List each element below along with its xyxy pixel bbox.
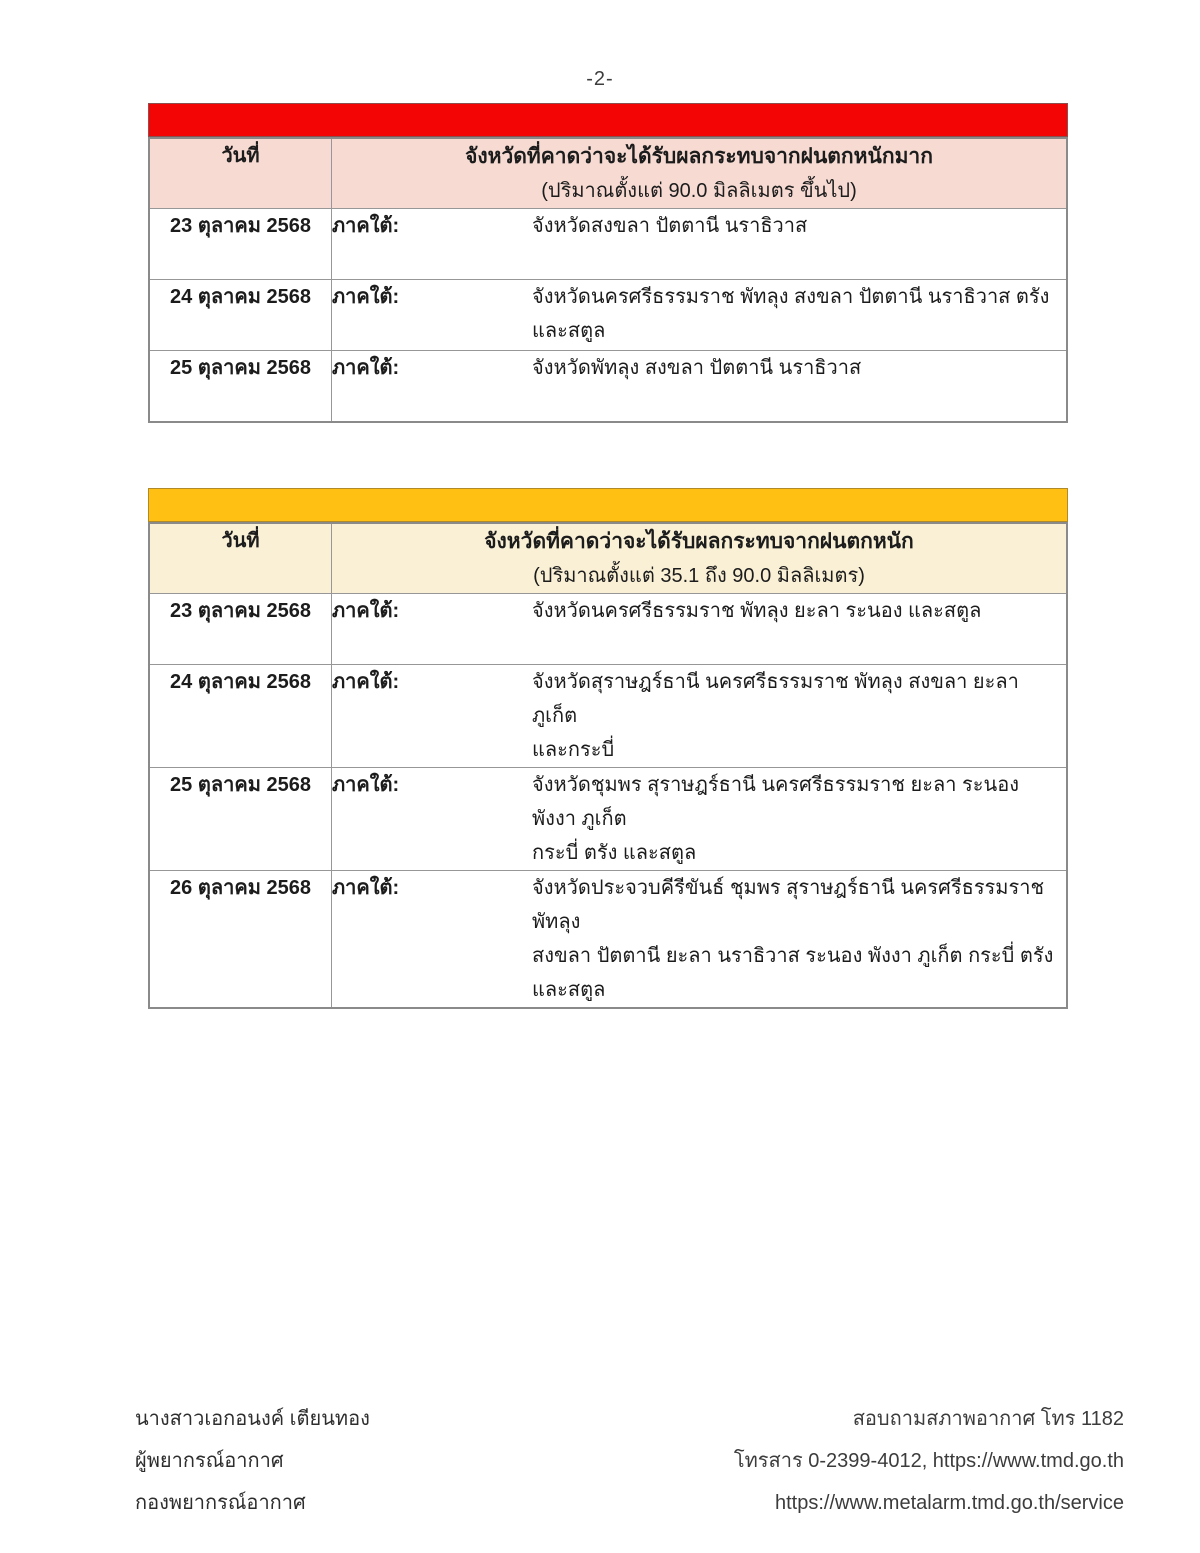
province-list [532, 594, 1066, 628]
province-list [532, 665, 1066, 767]
province-line: จังหวัดสุราษฎร์ธานี นครศรีธรรมราช พัทลุง สงขลา ยะลา ภูเก็ต [532, 671, 1019, 727]
very-heavy-rain-table-section [148, 103, 1068, 423]
heavy-rain-table-section [148, 488, 1068, 1009]
table-row [149, 209, 1067, 280]
table-row [149, 871, 1067, 1009]
table-title: จังหวัดที่คาดว่าจะได้รับผลกระทบจากฝนตกหนัก [484, 530, 914, 553]
date-column-header: วันที่ [149, 138, 332, 209]
province-line: จังหวัดนครศรีธรรมราช พัทลุง ยะลา ระนอง และสตูล [532, 600, 982, 622]
provinces-cell [332, 665, 1068, 768]
region-label: ภาคใต้: [332, 215, 400, 237]
province-line: และกระบี่ [532, 739, 615, 761]
fax-and-website: โทรสาร 0-2399-4012, https://www.tmd.go.th [733, 1450, 1124, 1472]
forecaster-title: ผู้พยากรณ์อากาศ [135, 1450, 284, 1472]
provinces-cell [332, 209, 1068, 280]
region-label: ภาคใต้: [332, 286, 400, 308]
province-line: จังหวัดประจวบคีรีขันธ์ ชุมพร สุราษฎร์ธานี นครศรีธรรมราช พัทลุง [532, 877, 1045, 933]
province-line: จังหวัดนครศรีธรรมราช พัทลุง สงขลา ปัตตานี นราธิวาส ตรัง และสตูล [532, 286, 1050, 342]
forecaster-name: นางสาวเอกอนงค์ เตียนทอง [135, 1408, 370, 1430]
region-label: ภาคใต้: [332, 357, 400, 379]
region-label: ภาคใต้: [332, 774, 400, 796]
page-number: -2- [586, 68, 614, 90]
provinces-cell [332, 768, 1068, 871]
province-line: จังหวัดพัทลุง สงขลา ปัตตานี นราธิวาส [532, 357, 862, 379]
weather-hotline: สอบถามสภาพอากาศ โทร 1182 [852, 1408, 1124, 1430]
heavy-rain-table [148, 522, 1068, 1009]
date-cell: 23 ตุลาคม 2568 [149, 209, 332, 280]
province-line: จังหวัดชุมพร สุราษฎร์ธานี นครศรีธรรมราช ยะลา ระนอง พังงา ภูเก็ต [532, 774, 1019, 830]
province-list [532, 351, 1066, 385]
date-column-header: วันที่ [149, 523, 332, 594]
province-line: จังหวัดสงขลา ปัตตานี นราธิวาส [532, 215, 808, 237]
region-label: ภาคใต้: [332, 671, 400, 693]
red-warning-band [148, 103, 1068, 137]
amber-warning-band [148, 488, 1068, 522]
province-line: กระบี่ ตรัง และสตูล [532, 842, 697, 864]
date-cell: 23 ตุลาคม 2568 [149, 594, 332, 665]
provinces-cell [332, 871, 1068, 1009]
header-row [149, 138, 1067, 209]
forecaster-division: กองพยากรณ์อากาศ [135, 1492, 306, 1514]
header-row [149, 523, 1067, 594]
table-row [149, 665, 1067, 768]
province-list [532, 280, 1066, 348]
table-title: จังหวัดที่คาดว่าจะได้รับผลกระทบจากฝนตกหนักมาก [465, 145, 933, 168]
date-cell: 26 ตุลาคม 2568 [149, 871, 332, 1009]
table-row [149, 594, 1067, 665]
province-list [532, 871, 1066, 1007]
provinces-cell [332, 351, 1068, 422]
date-cell: 25 ตุลาคม 2568 [149, 351, 332, 422]
date-cell: 24 ตุลาคม 2568 [149, 665, 332, 768]
provinces-column-header [332, 523, 1068, 594]
table-row [149, 351, 1067, 422]
date-cell: 25 ตุลาคม 2568 [149, 768, 332, 871]
province-line: และสตูล [532, 979, 606, 1001]
province-list [532, 768, 1066, 870]
very-heavy-rain-table [148, 137, 1068, 423]
table-row [149, 280, 1067, 351]
date-cell: 24 ตุลาคม 2568 [149, 280, 332, 351]
provinces-cell [332, 280, 1068, 351]
provinces-cell [332, 594, 1068, 665]
forecaster-signature-block [135, 1398, 370, 1524]
province-list [532, 209, 1066, 243]
table-subtitle: (ปริมาณตั้งแต่ 35.1 ถึง 90.0 มิลลิเมตร) [533, 565, 865, 587]
table-row [149, 768, 1067, 871]
metalarm-url: https://www.metalarm.tmd.go.th/service [774, 1492, 1124, 1514]
table-subtitle: (ปริมาณตั้งแต่ 90.0 มิลลิเมตร ขึ้นไป) [541, 180, 857, 202]
contact-info-block [734, 1398, 1124, 1524]
region-label: ภาคใต้: [332, 600, 400, 622]
region-label: ภาคใต้: [332, 877, 400, 899]
provinces-column-header [332, 138, 1068, 209]
province-line: สงขลา ปัตตานี ยะลา นราธิวาส ระนอง พังงา ภูเก็ต กระบี่ ตรัง [532, 945, 1054, 967]
